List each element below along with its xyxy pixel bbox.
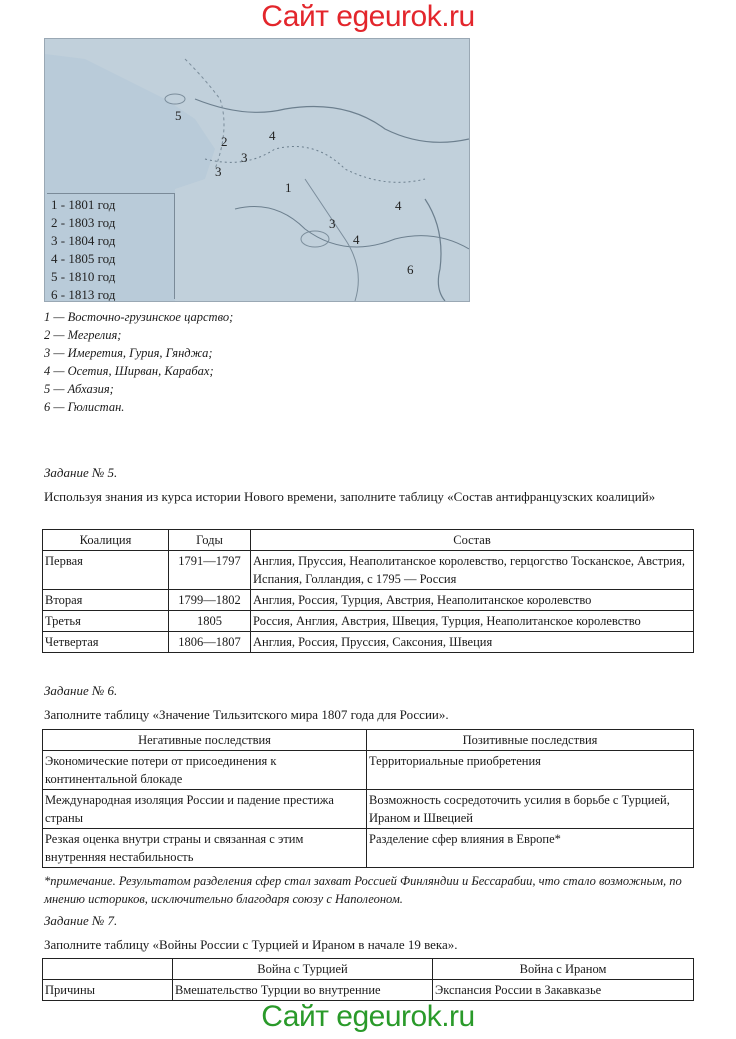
table-row [43, 790, 694, 829]
task5-text: Используя знания из курса истории Нового времени, заполните таблицу «Состав антифранцузских коалиций» [44, 489, 656, 504]
table-header: Коалиция [43, 530, 169, 551]
table-header: Состав [251, 530, 694, 551]
table-cell: Экспансия России в Закавказье [433, 980, 694, 1001]
table-cell: Международная изоляция России и падение престижа страны [43, 790, 367, 829]
table-row [43, 829, 694, 868]
table-header: Годы [169, 530, 251, 551]
task5-heading: Задание № 5. [44, 465, 118, 480]
map-label: 1 [285, 180, 292, 195]
map-label: 3 [215, 164, 222, 179]
map-label: 4 [269, 128, 276, 143]
legend-item: 4 - 1805 год [51, 251, 116, 266]
table-row [43, 551, 694, 590]
table-header: Позитивные последствия [367, 730, 694, 751]
table-cell: Россия, Англия, Австрия, Швеция, Турция, Неаполитанское королевство [251, 611, 694, 632]
table-row [43, 590, 694, 611]
table-row [43, 751, 694, 790]
table-row [43, 611, 694, 632]
task6-heading: Задание № 6. [44, 683, 118, 698]
table-cell: Англия, Пруссия, Неаполитанское королевство, герцогство Тосканское, Австрия, Испания, Голландия, с 1795 — Россия [251, 551, 694, 590]
table-header [43, 959, 173, 980]
map-legend [47, 193, 175, 302]
key-item: 1 — Восточно-грузинское царство; [44, 310, 234, 324]
table-cell: Третья [43, 611, 169, 632]
task7-text: Заполните таблицу «Войны России с Турцией и Ираном в начале 19 века». [44, 937, 458, 952]
key-item: 4 — Осетия, Ширван, Карабах; [44, 364, 214, 378]
table-row [43, 980, 694, 1001]
map-label: 2 [221, 134, 228, 149]
key-item: 6 — Гюлистан. [44, 400, 125, 414]
table-header: Война с Турцией [173, 959, 433, 980]
table-row [43, 632, 694, 653]
legend-item: 5 - 1810 год [51, 269, 116, 284]
table-cell: Разделение сфер влияния в Европе* [367, 829, 694, 868]
tilsit-table [42, 729, 694, 868]
table-cell: Возможность сосредоточить усилия в борьбе с Турцией, Ираном и Швецией [367, 790, 694, 829]
table-cell: Англия, Россия, Турция, Австрия, Неаполитанское королевство [251, 590, 694, 611]
map-label: 4 [395, 198, 402, 213]
legend-item: 6 - 1813 год [51, 287, 116, 302]
map-label: 5 [175, 108, 182, 123]
table-header: Война с Ираном [433, 959, 694, 980]
site-banner-bottom[interactable]: Сайт egeurok.ru [261, 1000, 475, 1033]
table-cell: 1799—1802 [169, 590, 251, 611]
task6-text: Заполните таблицу «Значение Тильзитского мира 1807 года для России». [44, 707, 449, 722]
map-label: 4 [353, 232, 360, 247]
table-cell: Англия, Россия, Пруссия, Саксония, Швеция [251, 632, 694, 653]
map-key [44, 308, 233, 416]
footnote: *примечание. Результатом разделения сфер стал захват Россией Финляндии и Бессарабии, что стало возможным, по мнению историков, исключительно благодаря союзу с Наполеоном. [44, 874, 682, 906]
map-label: 3 [329, 216, 336, 231]
key-item: 3 — Имеретия, Гурия, Гянджа; [44, 346, 213, 360]
site-banner-top[interactable]: Сайт egeurok.ru [261, 0, 475, 33]
legend-item: 1 - 1801 год [51, 197, 116, 212]
table-cell: 1791—1797 [169, 551, 251, 590]
legend-item: 3 - 1804 год [51, 233, 116, 248]
map-label: 6 [407, 262, 414, 277]
table-cell: 1806—1807 [169, 632, 251, 653]
table-cell: Резкая оценка внутри страны и связанная с этим внутренняя нестабильность [43, 829, 367, 868]
task7-heading: Задание № 7. [44, 913, 118, 928]
table-cell: 1805 [169, 611, 251, 632]
coalitions-table [42, 529, 694, 653]
legend-item: 2 - 1803 год [51, 215, 116, 230]
table-cell: Четвертая [43, 632, 169, 653]
table-cell: Экономические потери от присоединения к континентальной блокаде [43, 751, 367, 790]
table-cell: Вторая [43, 590, 169, 611]
table-cell: Первая [43, 551, 169, 590]
key-item: 5 — Абхазия; [44, 382, 114, 396]
key-item: 2 — Мегрелия; [44, 328, 122, 342]
table-cell: Территориальные приобретения [367, 751, 694, 790]
table-cell: Вмешательство Турции во внутренние [173, 980, 433, 1001]
table-cell: Причины [43, 980, 173, 1001]
caucasus-map [44, 38, 470, 302]
wars-table [42, 958, 694, 1001]
table-header: Негативные последствия [43, 730, 367, 751]
map-label: 3 [241, 150, 248, 165]
